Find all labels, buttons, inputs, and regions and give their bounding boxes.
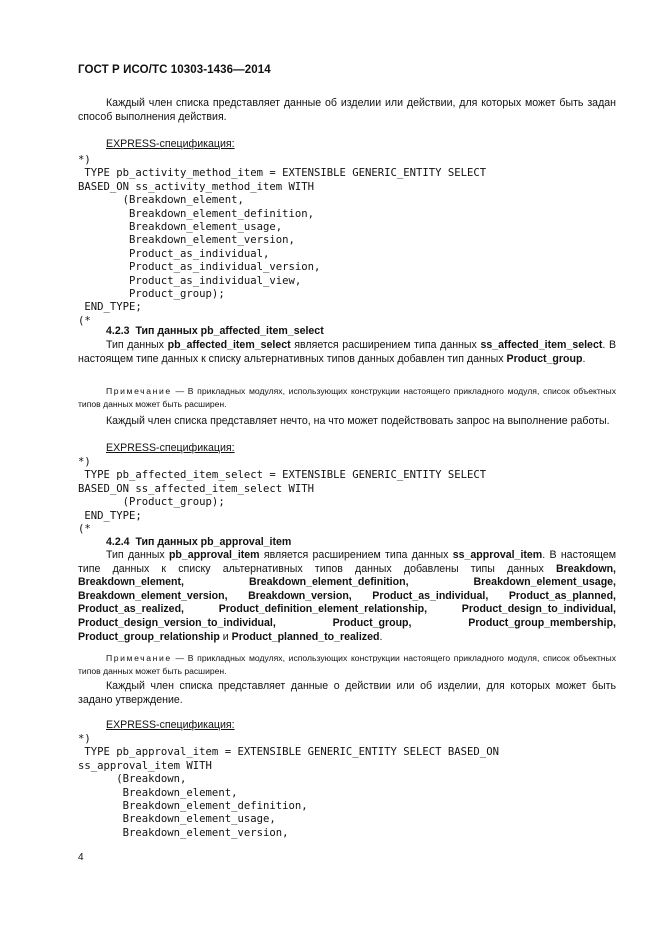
- text-run: .: [379, 630, 383, 643]
- express-code: [78, 733, 616, 840]
- paragraph-3: [78, 680, 616, 707]
- paragraph-text: Каждый член списка представляет данные о действии или об изделии, для которых может быть задано утверждение.: [78, 680, 616, 706]
- section-number: 4.2.4: [106, 536, 130, 548]
- text-run: .: [582, 352, 586, 365]
- express-spec-label: EXPRESS-спецификация:: [106, 442, 235, 454]
- code-line: Breakdown_element_version,: [78, 234, 295, 247]
- bold-run: Breakdown, Breakdown_element, Breakdown_element_definition, Breakdown_element_usage, Breakdown_element_version, Breakdown_version, Product_as_individual, Product_as_planned, Product_as_realized, Product_definition_element_relationship, Product_design_to_individual, Product_design_version_to_individual, Product_group, Product_group_membership, Product_group_relationship: [78, 562, 616, 643]
- code-line: TYPE pb_affected_item_select = EXTENSIBLE GENERIC_ENTITY SELECT: [78, 469, 487, 482]
- paragraph-4-2-3: [78, 339, 616, 366]
- text-run: является расширением типа данных: [259, 549, 453, 561]
- code-line: END_TYPE;: [78, 301, 142, 314]
- code-line: (*: [78, 314, 91, 327]
- page-number: 4: [78, 852, 84, 863]
- code-line: Product_as_individual,: [78, 247, 270, 260]
- note-label: Примечание: [106, 386, 172, 396]
- code-line: Breakdown_element_definition,: [78, 800, 308, 813]
- text-run: Тип данных: [106, 339, 168, 351]
- express-code: [78, 154, 616, 328]
- code-line: Breakdown_element_version,: [78, 826, 289, 839]
- code-block-3: [78, 733, 616, 840]
- code-line: TYPE pb_activity_method_item = EXTENSIBLE GENERIC_ENTITY SELECT: [78, 167, 487, 180]
- express-spec-label: EXPRESS-спецификация:: [106, 719, 235, 731]
- paragraph-4-2-4: [78, 549, 616, 644]
- section-title: Тип данных pb_approval_item: [135, 536, 292, 548]
- code-line: Breakdown_element_usage,: [78, 221, 283, 234]
- express-spec-label: EXPRESS-спецификация:: [106, 138, 235, 150]
- bold-run: Product_planned_to_realized: [231, 630, 380, 643]
- code-line: (Breakdown_element,: [78, 194, 244, 207]
- text-run: . В настоящем типе данных к списку альтернативных типов данных добавлены типы данных: [78, 549, 616, 575]
- code-line: ss_approval_item WITH: [78, 759, 212, 772]
- note-text: — В прикладных модулях, использующих конструкции настоящего прикладного модуля, список объектных типов данных может быть расширен.: [78, 653, 616, 676]
- text-run: является расширением типа данных: [290, 339, 481, 351]
- bold-run: ss_approval_item: [452, 549, 543, 561]
- note-text: — В прикладных модулях, использующих конструкции настоящего прикладного модуля, список объектных типов данных может быть расширен.: [78, 386, 616, 409]
- section-title: Тип данных pb_affected_item_select: [135, 325, 324, 337]
- code-line: Breakdown_element_definition,: [78, 207, 314, 220]
- code-line: BASED_ON ss_affected_item_select WITH: [78, 482, 314, 495]
- text-run: . В настоящем типе данных к списку альтернативных типов данных добавлен тип данных: [78, 339, 617, 365]
- code-line: Product_as_individual_view,: [78, 274, 302, 287]
- express-label-1: [78, 138, 616, 152]
- note-label: Примечание: [106, 653, 172, 663]
- section-heading-4-2-4: [78, 536, 616, 550]
- code-line: (Breakdown,: [78, 773, 187, 786]
- code-line: TYPE pb_approval_item = EXTENSIBLE GENERIC_ENTITY SELECT BASED_ON: [78, 746, 499, 759]
- note-2: [78, 652, 616, 677]
- note-1: [78, 385, 616, 410]
- section-heading-4-2-3: [78, 325, 616, 339]
- bold-run: ss_affected_item_select: [480, 339, 603, 351]
- express-label-3: [78, 719, 616, 733]
- code-block-2: [78, 456, 616, 536]
- code-line: BASED_ON ss_activity_method_item WITH: [78, 180, 314, 193]
- code-line: Breakdown_element,: [78, 786, 238, 799]
- express-code: [78, 456, 616, 536]
- code-line: (*: [78, 523, 91, 536]
- document-header: ГОСТ Р ИСО/ТС 10303-1436—2014: [78, 64, 271, 76]
- code-line: *): [78, 456, 91, 468]
- paragraph-text: Каждый член списка представляет данные об изделии или действии, для которых может быть задан способ выполнения действия.: [78, 97, 616, 123]
- paragraph-1: [78, 97, 616, 124]
- code-line: Breakdown_element_usage,: [78, 813, 276, 826]
- code-line: *): [78, 154, 91, 166]
- section-number: 4.2.3: [106, 325, 130, 337]
- bold-run: pb_affected_item_select: [167, 339, 291, 351]
- code-line: Product_as_individual_version,: [78, 261, 321, 274]
- text-run: и: [219, 630, 232, 643]
- code-line: END_TYPE;: [78, 509, 142, 522]
- bold-run: pb_approval_item: [168, 549, 260, 561]
- express-label-2: [78, 442, 616, 456]
- code-line: (Product_group);: [78, 496, 225, 509]
- text-run: Тип данных: [106, 549, 169, 561]
- paragraph-2: [78, 415, 616, 429]
- bold-run: Product_group: [506, 352, 583, 365]
- code-line: *): [78, 733, 91, 745]
- code-block-1: [78, 154, 616, 328]
- paragraph-text: Каждый член списка представляет нечто, на что может подействовать запрос на выполнение работы.: [106, 415, 610, 427]
- code-line: Product_group);: [78, 288, 225, 301]
